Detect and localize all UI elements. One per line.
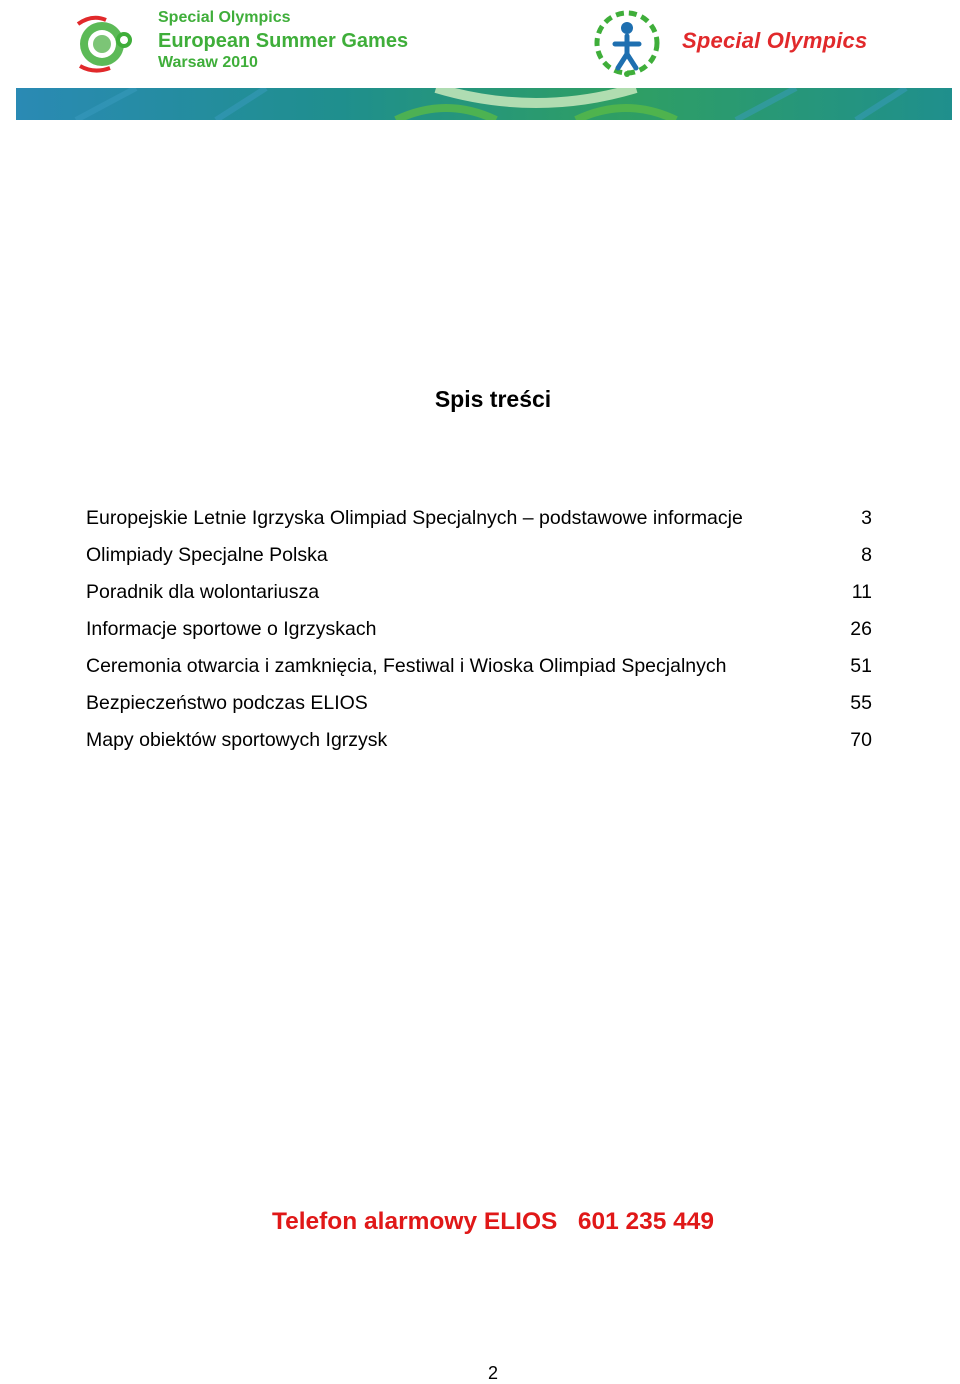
page-header <box>0 0 960 122</box>
toc-entry[interactable] <box>86 500 872 537</box>
toc-entry[interactable] <box>86 574 872 611</box>
toc-entry[interactable] <box>86 611 872 648</box>
toc-entry-page: 55 <box>850 692 872 714</box>
toc-entry[interactable] <box>86 722 872 759</box>
toc-entry-label: Ceremonia otwarcia i zamknięcia, Festiwal i Wioska Olimpiad Specjalnych <box>86 655 727 677</box>
toc-entry-page: 8 <box>861 544 872 566</box>
toc-entry-page: 70 <box>850 729 872 751</box>
toc-entry[interactable] <box>86 537 872 574</box>
page-number: 2 <box>487 1363 498 1383</box>
toc-entry[interactable] <box>86 685 872 722</box>
wordmark-line-city-year: Warsaw 2010 <box>158 54 258 71</box>
toc-entry-label: Olimpiady Specjalne Polska <box>86 544 328 566</box>
special-olympics-figure-icon <box>590 6 664 80</box>
page-title: Spis treści <box>434 386 552 412</box>
toc-entry-page: 3 <box>861 507 872 529</box>
emergency-phone-label: Telefon alarmowy ELIOS <box>271 1208 558 1235</box>
emergency-phone-number[interactable]: 601 235 449 <box>577 1208 715 1235</box>
toc-entry-page: 51 <box>850 655 872 677</box>
special-olympics-wordmark: Special Olympics <box>682 28 868 53</box>
toc-entry-page: 26 <box>850 618 872 640</box>
toc-entry-label: Informacje sportowe o Igrzyskach <box>86 618 377 640</box>
table-of-contents <box>86 500 872 759</box>
toc-entry[interactable] <box>86 648 872 685</box>
toc-entry-page: 11 <box>851 581 872 603</box>
european-games-emblem-icon <box>72 10 136 76</box>
european-games-wordmark <box>158 10 438 71</box>
wordmark-line-event-name: European Summer Games <box>158 30 409 52</box>
toc-entry-label: Bezpieczeństwo podczas ELIOS <box>86 692 368 714</box>
toc-entry-label: Europejskie Letnie Igrzyska Olimpiad Specjalnych – podstawowe informacje <box>86 507 743 529</box>
toc-entry-label: Mapy obiektów sportowych Igrzysk <box>86 729 388 751</box>
toc-entry-label: Poradnik dla wolontariusza <box>86 581 320 603</box>
emergency-phone-line <box>0 1208 960 1236</box>
header-banner-strip <box>16 88 952 120</box>
wordmark-line-special-olympics: Special Olympics <box>158 9 291 26</box>
